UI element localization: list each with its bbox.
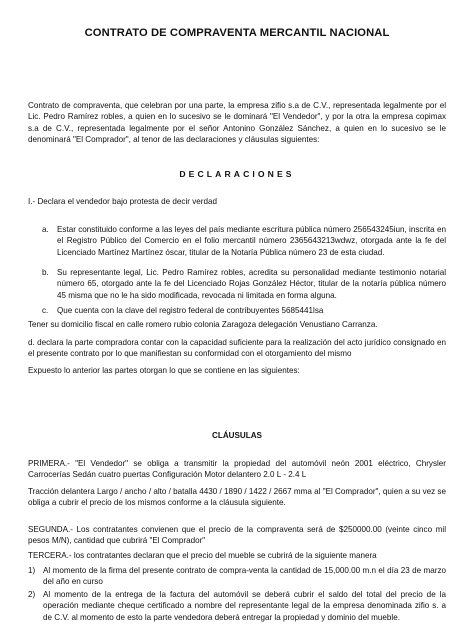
item-text: Al momento de la firma del presente contrato de compra-venta la cantidad de 15,000.00 m.n el día 23 de marzo del año en curso	[43, 566, 446, 587]
item-marker: 1)	[28, 566, 36, 575]
item-marker: a.	[42, 225, 49, 234]
item-marker: b.	[42, 268, 49, 277]
clause-primera: PRIMERA.- "El Vendedor" se obliga a transmitir la propiedad del automóvil neón 2001 eléctrico, Chrysler Carrocerías Sedán cuatro puertas Configuración Motor delantero 2.0 L - 2.4 L	[28, 459, 446, 480]
domicile-text: Tener su domicilio fiscal en calle romero rubio colonia Zaragoza delegación Venustiano Carranza.	[28, 320, 378, 329]
clause-segunda: SEGUNDA.- Los contratantes convienen que el precio de la compraventa será de $250000.00 (veinte cinco mil pesos M/N), cantidad que cubrirá "El Comprador"	[28, 525, 446, 546]
contract-title: CONTRATO DE COMPRAVENTA MERCANTIL NACIONAL	[84, 27, 390, 39]
clause-primera-continued: Tracción delantera Largo / ancho / alto / batalla 4430 / 1890 / 1422 / 2667 mma al "El Comprador", quien a su vez se obliga a cubrir el precio de los mismos conforme a la cláusula siguiente.	[28, 487, 446, 508]
item-text: Que cuenta con la clave del registro federal de contribuyentes 5685441lsa	[57, 306, 324, 315]
intro-paragraph: Contrato de compraventa, que celebran por una parte, la empresa zifio s.a de C.V., representada legalmente por el Lic. Pedro Ramírez robles, a quien en lo sucesivo se le dominará "El Vendedor", y por la otra la empresa copimax s.a de C.V., representada legalmente por el señor Antonino González Sánchez, a quien en lo sucesivo se le denominará "El Comprador", al tenor de las declaraciones y cláusulas siguientes:	[28, 101, 446, 144]
declaration-d: d. declara la parte compradora contar con la capacidad suficiente para la realización del acto jurídico consignado en el presente contrato por lo que manifiestan su conformidad con el otorgamiento del mismo	[28, 338, 446, 359]
item-text: Su representante legal, Lic. Pedro Ramírez robles, acredita su personalidad mediante testimonio notarial número 65, otorgado ante la fe del Licenciado Rojas González Héctor, titular de la notaría pública número 45 misma que no le ha sido modificada, revocada ni limitada en forma alguna.	[57, 268, 446, 300]
item-marker: 2)	[28, 590, 36, 599]
expuesto-text: Expuesto lo anterior las partes otorgan lo que se contiene en las siguientes:	[28, 366, 300, 375]
item-text: Estar constituido conforme a las leyes del país mediante escritura pública número 256543245iun, inscrita en el Registro Público del Comercio en el folio mercantil número 2365643213wdwz, otorgada ante la fe del Licenciado Martínez Martínez óscar, titular de la Notaría Pública número 23 de esta ciudad.	[57, 225, 446, 257]
item-marker: c.	[42, 306, 49, 315]
item-text: Al momento de la entrega de la factura del automóvil se deberá cubrir el saldo del total del precio de la operación mediante cheque certificado a nombre del representante legal de la empresa denominada zifio s. a de C.V. al momento de esto la parte vendedora deberá entregar la propiedad y dominio del mueble.	[43, 590, 446, 622]
clause-tercera: TERCERA.- los contratantes declaran que el precio del mueble se cubrirá de la siguiente manera	[28, 551, 377, 560]
declaraciones-heading: DECLARACIONES	[179, 169, 295, 179]
clausulas-heading: CLÁUSULAS	[212, 431, 262, 440]
declaration-intro: I.- Declara el vendedor bajo protesta de decir verdad	[28, 197, 217, 206]
